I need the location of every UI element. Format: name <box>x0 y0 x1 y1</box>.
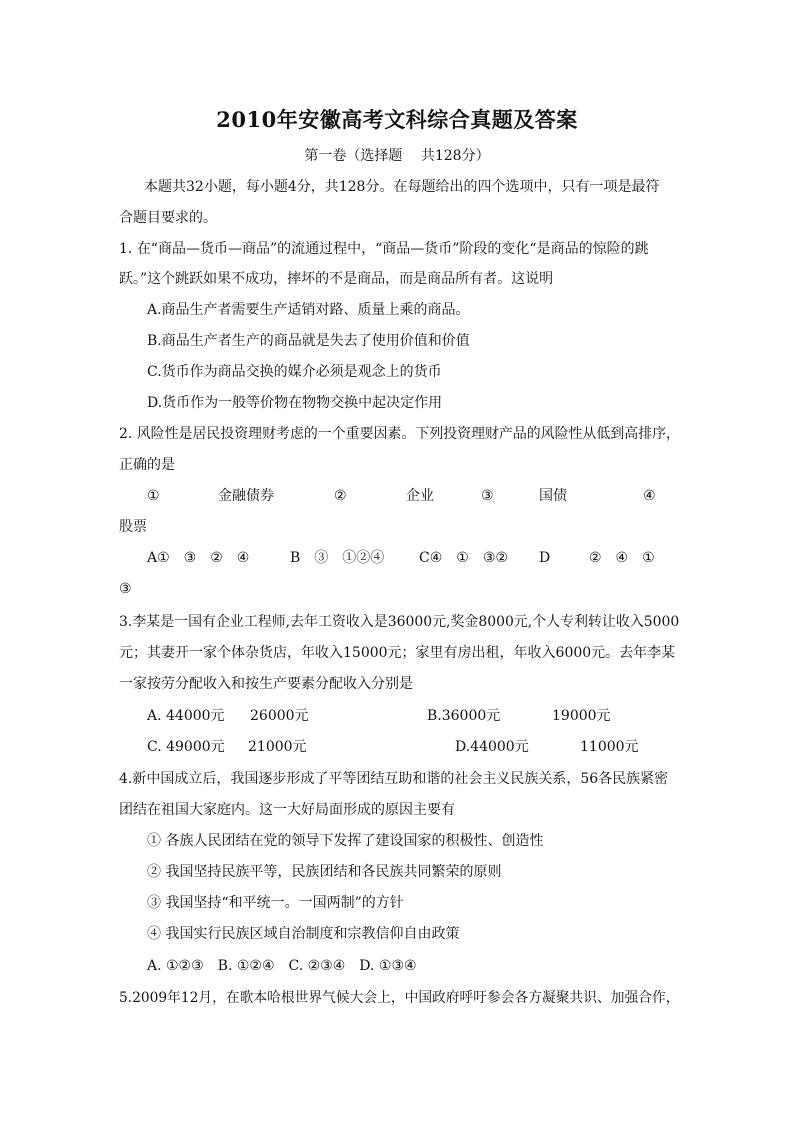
q2-item-4-text: 股票 <box>119 519 147 535</box>
intro-line-1: 本题共32小题，每小题4分，共128分。在每题给出的四个选项中，只有一项是最符 <box>144 179 660 195</box>
q3-option-c-2: 21000元 <box>248 739 307 755</box>
q2-item-3-text: 国债 <box>539 488 567 504</box>
q4-item-3: ③ 我国坚持“和平统一。一国两制”的方针 <box>147 895 404 911</box>
q1-option-a: A.商品生产者需要生产适销对路、质量上乘的商品。 <box>147 302 470 318</box>
q2-stem-line-1: 2. 风险性是居民投资理财考虑的一个重要因素。下列投资理财产品的风险性从低到高排序， <box>119 426 680 442</box>
q2-answer-c: C④ ① ③② <box>419 550 508 566</box>
q2-item-2-number: ② <box>334 488 347 504</box>
q1-option-d: D.货币作为一般等价物在物物交换中起决定作用 <box>147 395 443 411</box>
q4-item-1: ① 各族人民团结在党的领导下发挥了建设国家的积极性、创造性 <box>147 833 544 849</box>
q2-item-3-number: ③ <box>481 488 494 504</box>
q3-stem-line-3: 一家按劳分配收入和按生产要素分配收入分别是 <box>119 676 413 692</box>
q4-item-4: ④ 我国实行民族区域自治制度和宗教信仰自由政策 <box>147 926 460 942</box>
q2-stem-line-2: 正确的是 <box>119 457 175 473</box>
q3-option-b-1: B.36000元 <box>427 708 501 724</box>
q5-stem-line-1: 5.2009年12月，在歌本哈根世界气候大会上，中国政府呼吁参会各方凝聚共识、加强合作， <box>119 990 680 1006</box>
q1-option-c: C.货币作为商品交换的媒介必须是观念上的货币 <box>147 364 442 380</box>
q2-item-1-text: 金融债券 <box>218 488 274 504</box>
intro-line-2: 合题目要求的。 <box>119 210 217 226</box>
q2-answer-b: B ③ ①②④ <box>290 550 385 566</box>
q3-option-d-2: 11000元 <box>580 739 639 755</box>
q2-item-1-number: ① <box>147 488 160 504</box>
q4-answers: A. ①②③ B. ①②④ C. ②③④ D. ①③④ <box>147 958 417 974</box>
q4-stem-line-1: 4.新中国成立后，我国逐步形成了平等团结互助和谐的社会主义民族关系，56各民族紧密 <box>119 771 669 787</box>
page-title: 2010年安徽高考文科综合真题及答案 <box>216 107 578 132</box>
q2-answer-a: A① ③ ② ④ <box>147 550 250 566</box>
q4-item-2: ② 我国坚持民族平等，民族团结和各民族共同繁荣的原则 <box>147 864 502 880</box>
q2-answer-d-value: ② ④ ① <box>589 550 655 566</box>
q2-item-2-text: 企业 <box>406 488 434 504</box>
q3-option-b-2: 19000元 <box>552 708 611 724</box>
q2-item-4-number: ④ <box>643 488 656 504</box>
q3-stem-line-2: 元；其妻开一家个体杂货店，年收入15000元；家里有房出租，年收入6000元。去年李某 <box>119 645 676 661</box>
q2-answer-d-label: D <box>539 550 551 566</box>
q3-option-d-1: D.44000元 <box>455 739 529 755</box>
q3-stem-line-1: 3.李某是一国有企业工程师,去年工资收入是36000元,奖金8000元,个人专利转让收入5000 <box>119 614 680 630</box>
q4-stem-line-2: 团结在祖国大家庭内。这一大好局面形成的原因主要有 <box>119 802 455 818</box>
q3-option-c-1: C. 49000元 <box>147 739 225 755</box>
q3-option-a-1: A. 44000元 <box>147 708 225 724</box>
q1-option-b: B.商品生产者生产的商品就是失去了使用价值和价值 <box>147 333 470 349</box>
section-subtitle: 第一卷（选择题 共128分） <box>304 148 490 164</box>
q3-option-a-2: 26000元 <box>250 708 309 724</box>
q1-stem-line-1: 1. 在“商品—货币—商品”的流通过程中，“商品—货币”阶段的变化“是商品的惊险的跳 <box>119 241 649 257</box>
q2-answer-d-wrap: ③ <box>119 581 132 597</box>
q1-stem-line-2: 跃。”这个跳跃如果不成功，摔坏的不是商品，而是商品所有者。这说明 <box>119 271 554 287</box>
